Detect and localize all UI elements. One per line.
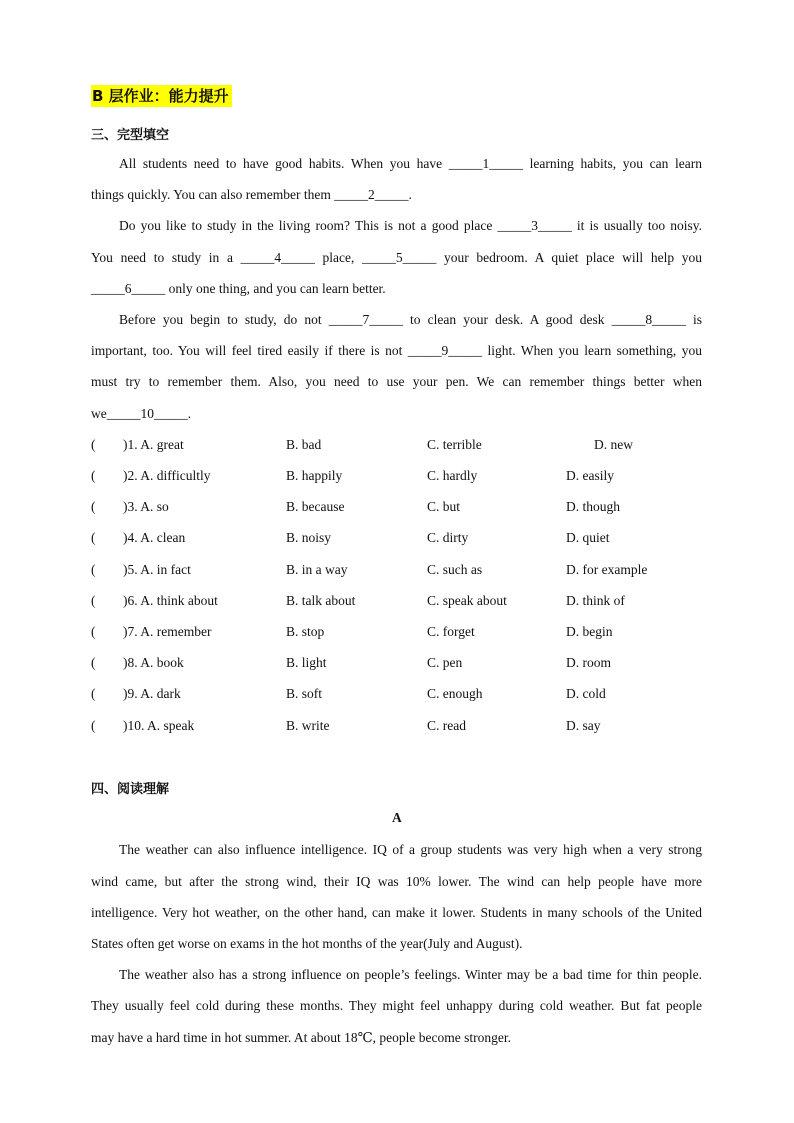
question-option-c: C. forget — [427, 624, 475, 639]
answer-paren[interactable]: ( — [91, 686, 96, 701]
cloze-line: All students need to have good habits. When you have _____1_____ learning habits, you can learn — [119, 156, 702, 171]
question-option-d: D. new — [594, 437, 633, 452]
question-option-d: D. though — [566, 499, 620, 514]
question-option-a: )4. A. clean — [123, 530, 186, 545]
cloze-line: You need to study in a _____4_____ place, _____5_____ your bedroom. A quiet place will help you — [91, 250, 702, 265]
passage-line: may have a hard time in hot summer. At about 18℃, people become stronger. — [91, 1030, 512, 1045]
question-option-d: D. easily — [566, 468, 614, 483]
question-option-c: C. pen — [427, 655, 463, 670]
passage-line: intelligence. Very hot weather, on the other hand, can make it lower. Students in many schools of the United — [91, 905, 702, 920]
question-option-b: B. light — [286, 655, 327, 670]
question-option-d: D. quiet — [566, 530, 610, 545]
question-option-b: B. because — [286, 499, 345, 514]
answer-paren[interactable]: ( — [91, 562, 96, 577]
question-option-d: D. for example — [566, 562, 648, 577]
question-option-a: )10. A. speak — [123, 718, 195, 733]
question-option-a: )8. A. book — [123, 655, 184, 670]
passage-line: The weather can also influence intelligence. IQ of a group students was very high when a very strong — [119, 842, 702, 857]
cloze-line: must try to remember them. Also, you need to use your pen. We can remember things better when — [91, 374, 702, 389]
question-option-c: C. speak about — [427, 593, 507, 608]
answer-paren[interactable]: ( — [91, 655, 96, 670]
question-option-a: )2. A. difficultly — [123, 468, 211, 483]
section-3-title: 三、完型填空 — [91, 128, 170, 143]
cloze-line: Do you like to study in the living room? This is not a good place _____3_____ it is usually too noisy. — [119, 218, 702, 233]
question-option-c: C. but — [427, 499, 461, 514]
answer-paren[interactable]: ( — [91, 718, 96, 733]
answer-paren[interactable]: ( — [91, 530, 96, 545]
cloze-line: Before you begin to study, do not _____7_____ to clean your desk. A good desk _____8_____ is — [119, 312, 702, 327]
question-option-b: B. soft — [286, 686, 323, 701]
answer-paren[interactable]: ( — [91, 437, 96, 452]
layer-b-badge: B 层作业：能力提升 — [91, 85, 232, 107]
question-option-a: )6. A. think about — [123, 593, 218, 608]
question-option-b: B. write — [286, 718, 330, 733]
question-option-b: B. happily — [286, 468, 343, 483]
question-option-b: B. in a way — [286, 562, 348, 577]
question-option-c: C. enough — [427, 686, 483, 701]
question-option-d: D. begin — [566, 624, 613, 639]
question-option-a: )5. A. in fact — [123, 562, 191, 577]
question-option-b: B. noisy — [286, 530, 332, 545]
question-option-d: D. room — [566, 655, 611, 670]
cloze-line: _____6_____ only one thing, and you can learn better. — [91, 281, 386, 296]
question-option-c: C. such as — [427, 562, 483, 577]
passage-line: They usually feel cold during these months. They might feel unhappy during cold weather. But fat people — [91, 998, 702, 1013]
answer-paren[interactable]: ( — [91, 499, 96, 514]
cloze-line: things quickly. You can also remember them _____2_____. — [91, 187, 412, 202]
cloze-line: important, too. You will feel tired easily if there is not _____9_____ light. When you learn something, you — [91, 343, 702, 358]
question-option-a: )3. A. so — [123, 499, 169, 514]
answer-paren[interactable]: ( — [91, 624, 96, 639]
question-option-b: B. stop — [286, 624, 325, 639]
cloze-line: we_____10_____. — [91, 406, 192, 421]
question-option-c: C. terrible — [427, 437, 482, 452]
answer-paren[interactable]: ( — [91, 593, 96, 608]
question-option-b: B. talk about — [286, 593, 356, 608]
question-option-d: D. say — [566, 718, 601, 733]
section-4-title: 四、阅读理解 — [91, 782, 170, 797]
question-option-d: D. think of — [566, 593, 625, 608]
passage-line: States often get worse on exams in the hot months of the year(July and August). — [91, 936, 523, 951]
question-option-c: C. read — [427, 718, 466, 733]
question-option-c: C. dirty — [427, 530, 469, 545]
question-option-c: C. hardly — [427, 468, 478, 483]
answer-paren[interactable]: ( — [91, 468, 96, 483]
question-option-b: B. bad — [286, 437, 322, 452]
question-option-d: D. cold — [566, 686, 606, 701]
passage-line: The weather also has a strong influence on people’s feelings. Winter may be a bad time for thin people. — [119, 967, 702, 982]
passage-label: A — [392, 810, 402, 825]
passage-line: wind came, but after the strong wind, their IQ was 10% lower. The wind can help people have more — [91, 874, 702, 889]
question-option-a: )9. A. dark — [123, 686, 181, 701]
question-option-a: )1. A. great — [123, 437, 184, 452]
question-option-a: )7. A. remember — [123, 624, 212, 639]
